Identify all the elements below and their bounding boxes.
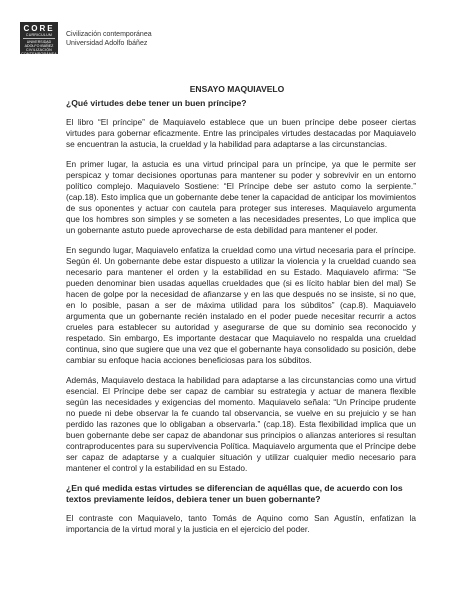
- page-header: [66, 30, 152, 48]
- logo-divider: [23, 38, 55, 39]
- question-1: ¿Qué virtudes debe tener un buen príncipe?: [66, 98, 247, 108]
- logo-line-curriculum: CURRICULUM: [25, 33, 53, 37]
- logo-line-university: UNIVERSIDAD ADOLFO IBÁÑEZ: [24, 40, 54, 48]
- question-2: ¿En qué medida estas virtudes se diferencian de aquéllas que, de acuerdo con los textos previamente leídos, debiera tener un buen gobernante?: [66, 483, 403, 504]
- paragraph-contraste: El contraste con Maquiavelo, tanto Tomás de Aquino como San Agustín, enfatizan la importancia de la virtud moral y la justicia en el ejercicio del poder.: [66, 513, 416, 534]
- logo-line-course: CIVILIZACIÓN CONTEMPORÁNEA: [21, 48, 57, 56]
- university-name: Universidad Adolfo Ibáñez: [66, 40, 148, 47]
- course-name: Civilización contemporánea: [66, 31, 152, 38]
- logo-line-core: CORE: [23, 24, 55, 33]
- paragraph-crueldad: En segundo lugar, Maquiavelo enfatiza la crueldad como una virtud necesaria para el príncipe. Según él. Un gobernante debe estar dispuesto a utilizar la violencia y la crueldad cuando sea necesario para mantener el orden y la estabilidad en su Estado. Maquiavelo afirma: “Se pueden denominar bien usadas aquellas crueldades que (si es lícito hablar bien del mal) Se hacen de golpe por la necesidad de afianzarse y en las que después no se insiste, si no que, en lo posible, pasan a ser de máxima utilidad para los súbditos” (cap.8). Maquiavelo argumenta que un gobernante recién instalado en el poder puede necesitar recurrir a actos crueles para establecer su autoridad y asegurarse de que su dominio sea reconocido y respetado. Sin embargo, Es importante destacar que Maquiavelo no respalda una crueldad continua, sino que sugiere que una vez que el gobernante haya consolidado su posición, debe cambiar su enfoque hacia acciones beneficiosas para los súbditos.: [66, 245, 416, 365]
- paragraph-adaptacion: Además, Maquiavelo destaca la habilidad para adaptarse a las circunstancias como una virtud esencial. El Príncipe debe ser capaz de cambiar su estrategia y actuar de manera flexible según las necesidades y exigencias del momento. Maquiavelo señala: “Un Príncipe prudente no puede ni debe observar la fe cuando tal observancia, se vuelve en su prejuicio y se han perdido las razones que lo obligaban a observarla.” (cap.18). Esta flexibilidad implica que un buen gobernante debe ser capaz de abandonar sus principios o alianzas anteriores si resultan contraproducentes para su supervivencia Política. Maquiavelo argumenta que el Príncipe debe ser capaz de adaptarse y a cualquier situación y utilizar cualquier medio necesario para mantener el control y la estabilidad en su Estado.: [66, 375, 416, 473]
- paragraph-astucia: En primer lugar, la astucia es una virtud principal para un príncipe, ya que le permite ser perspicaz y tomar decisiones oportunas para mantener su poder y sobrevivir en un entorno político complejo. Maquiavelo Sostiene: “El Príncipe debe ser astuto como la serpiente.” (cap.18). Esto implica que un gobernante debe tener la capacidad de anticipar los movimientos de sus oponentes y actuar con cautela para proteger sus intereses. Maquiavelo argumenta que los hombres son simples y se someten a las necesidades presentes, Lo que implica que un gobernante astuto puede aprovecharse de esta debilidad para mantener el poder.: [66, 159, 416, 235]
- document-body: [66, 98, 416, 544]
- document-title: ENSAYO MAQUIAVELO: [189, 84, 285, 94]
- core-curriculum-logo: [20, 22, 58, 54]
- paragraph-intro: El libro “El príncipe” de Maquiavelo establece que un buen príncipe debe poseer ciertas virtudes para gobernar eficazmente. Entre las principales virtudes destacadas por Maquiavelo se encuentran la astucia, la crueldad y la habilidad para adaptarse a las circunstancias.: [66, 117, 416, 149]
